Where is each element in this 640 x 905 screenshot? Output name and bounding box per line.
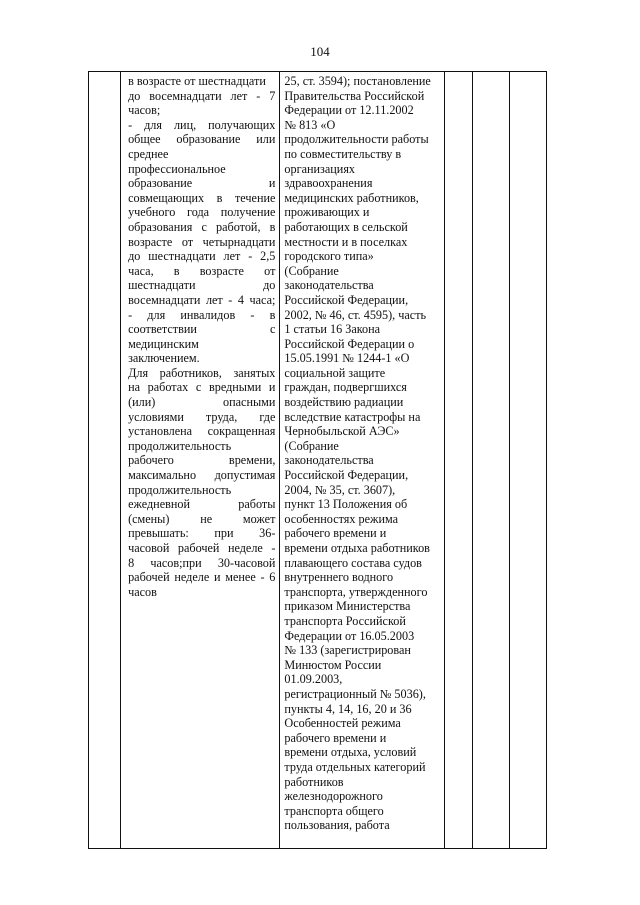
text-line: установлена сокращенная — [128, 424, 276, 439]
text-line: работников — [284, 774, 344, 789]
text-line: работающих в сельской — [284, 219, 408, 234]
text-line: рабочего времени, — [128, 453, 276, 468]
requirement-text — [121, 72, 279, 599]
text-line: до шестнадцати лет - 2,5 — [128, 249, 276, 264]
text-line: рабочего времени и — [284, 730, 387, 745]
text-line: продолжительности работы — [284, 132, 429, 147]
text-line: организациях — [284, 161, 356, 176]
text-line: Минюстом России — [284, 657, 382, 672]
text-line: времени отдыха работников — [284, 541, 430, 555]
text-line: часов — [128, 584, 157, 599]
text-line: внутреннего водного — [284, 570, 394, 585]
text-line: медицинским — [128, 336, 199, 351]
text-line: № 813 «О — [284, 117, 336, 132]
text-line: учебного года получение — [128, 205, 276, 220]
text-line: регистрационный № 5036), — [284, 686, 426, 701]
text-line: (или) опасными — [128, 395, 276, 410]
text-line: пункт 13 Положения об — [284, 497, 408, 512]
table-cell-col5 — [472, 72, 509, 849]
text-line: железнодорожного — [284, 789, 383, 804]
text-line: образования с работой, в — [128, 219, 276, 234]
text-line: городского типа» — [284, 249, 374, 264]
text-line: профессиональное — [128, 161, 226, 176]
text-line: труда отдельных категорий — [284, 759, 426, 774]
text-line: 2002, № 46, ст. 4595), часть — [284, 307, 427, 322]
text-line: 25, ст. 3594); постановление — [284, 74, 431, 88]
text-line: Особенностей режима — [284, 716, 401, 731]
text-line: приказом Министерства — [284, 599, 411, 614]
text-line: законодательства — [284, 278, 374, 293]
text-line: по совместительству в — [284, 146, 402, 161]
text-line: транспорта, утвержденного — [284, 584, 428, 599]
text-line: социальной защите — [284, 365, 386, 380]
text-line: граждан, подвергшихся — [284, 380, 407, 395]
text-line: продолжительность — [128, 438, 232, 453]
text-line: 1 статьи 16 Закона — [284, 322, 381, 337]
table-row — [89, 72, 547, 849]
text-line: рабочего времени и — [284, 526, 387, 541]
document-table — [88, 71, 547, 849]
table-cell-col6 — [509, 72, 546, 849]
text-line: Российской Федерации, — [284, 292, 409, 307]
text-line: продолжительность — [128, 482, 232, 497]
text-line: пользования, работа — [284, 818, 390, 833]
text-line: плавающего состава судов — [284, 555, 422, 570]
text-line: вследствие катастрофы на — [284, 409, 421, 424]
text-line: № 133 (зарегистрирован — [284, 643, 411, 658]
text-line: до восемнадцати лет - 7 — [128, 88, 276, 103]
text-line: Российской Федерации о — [284, 336, 415, 351]
text-line: Чернобыльской АЭС» — [284, 424, 400, 439]
legal-basis-text — [280, 72, 443, 833]
text-line: особенностях режима — [284, 511, 399, 526]
text-line: часа, в возрасте от — [128, 263, 276, 278]
text-line: (смены) не может — [128, 511, 276, 526]
text-line: шестнадцати до — [128, 278, 276, 293]
text-line: Федерации от 16.05.2003 — [284, 628, 415, 643]
text-line: Федерации от 12.11.2002 — [284, 103, 414, 118]
text-line: 01.09.2003, — [284, 672, 343, 687]
text-line: пункты 4, 14, 16, 20 и 36 — [284, 701, 412, 716]
text-line: ежедневной работы — [128, 497, 276, 512]
table-cell-col3 — [280, 72, 444, 849]
text-line: соответствии с — [128, 322, 276, 337]
text-line: превышать: при 36- — [128, 526, 276, 541]
text-line: Российской Федерации, — [284, 468, 409, 483]
text-line: воздействию радиации — [284, 395, 404, 410]
text-line: Правительства Российской — [284, 88, 425, 103]
text-line: часовой рабочей неделе - — [128, 541, 276, 555]
text-line: образование и — [128, 176, 276, 191]
text-line: условиями труда, где — [128, 409, 276, 424]
text-line: Для работников, занятых — [128, 365, 276, 380]
text-line: 2004, № 35, ст. 3607), — [284, 482, 396, 497]
text-line: транспорта общего — [284, 803, 384, 818]
text-line: восемнадцати лет - 4 часа; — [128, 292, 276, 307]
text-line: в возрасте от шестнадцати — [128, 74, 266, 88]
text-line: законодательства — [284, 453, 374, 468]
text-line: (Собрание — [284, 263, 339, 278]
text-line: часов; — [128, 103, 161, 118]
text-line: - для лиц, получающих — [128, 117, 276, 132]
text-line: здравоохранения — [284, 176, 373, 191]
text-line: местности и в поселках — [284, 234, 408, 249]
text-line: - для инвалидов - в — [128, 307, 276, 322]
text-line: проживающих и — [284, 205, 370, 220]
text-line: на работах с вредными и — [128, 380, 276, 395]
table-cell-col4 — [444, 72, 472, 849]
text-line: транспорта Российской — [284, 613, 406, 628]
text-line: возрасте от четырнадцати — [128, 234, 276, 249]
table-cell-col1 — [89, 72, 121, 849]
page-number: 104 — [310, 44, 330, 59]
text-line: 15.05.1991 № 1244-1 «О — [284, 351, 410, 366]
table-cell-col2 — [121, 72, 280, 849]
text-line: заключением. — [128, 351, 200, 366]
text-line: медицинских работников, — [284, 190, 419, 205]
text-line: совмещающих в течение — [128, 190, 276, 205]
text-line: (Собрание — [284, 438, 339, 453]
text-line: максимально допустимая — [128, 468, 276, 483]
text-line: рабочей неделе и менее - 6 — [128, 570, 276, 585]
text-line: общее образование или — [128, 132, 276, 147]
text-line: времени отдыха, условий — [284, 745, 417, 760]
text-line: среднее — [128, 146, 169, 161]
text-line: 8 часов;при 30-часовой — [128, 555, 276, 570]
